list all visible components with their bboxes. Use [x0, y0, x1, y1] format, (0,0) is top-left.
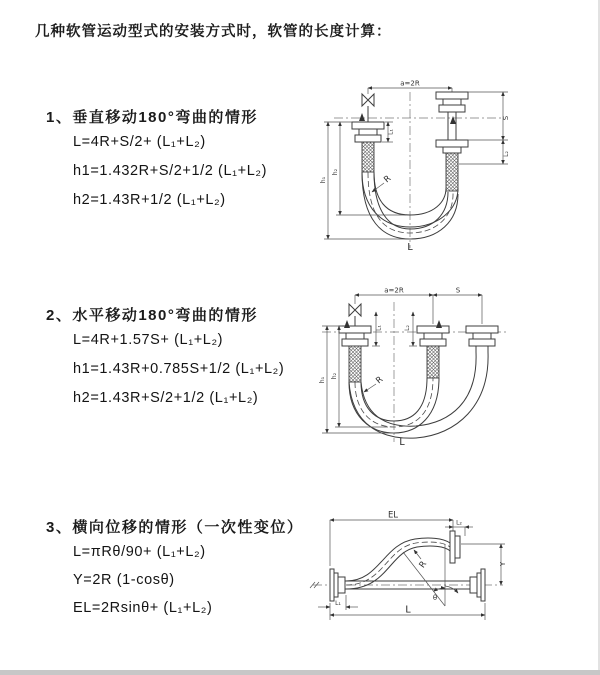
section-2-formula-h2: h2=1.43R+S/2+1/2 (L₁+L₂) [73, 390, 259, 406]
dimension-span [355, 295, 482, 324]
hose-u-bend-moved [349, 352, 488, 438]
up-arrow-icon [436, 320, 442, 328]
section-3-formula-Y: Y=2R (1-cosθ) [73, 572, 175, 588]
radius-leader [372, 183, 384, 192]
middle-fitting [417, 326, 449, 378]
up-arrow-icon [450, 116, 456, 124]
scan-edge-bottom [0, 670, 600, 675]
dimension-l2 [445, 527, 473, 536]
left-fitting [339, 326, 371, 382]
dim-label-length: L [405, 604, 411, 616]
up-arrow-icon [344, 320, 350, 328]
dim-label-l1: L₁ [335, 600, 341, 607]
dimension-el [330, 520, 453, 566]
dim-label-l2: L₂ [503, 151, 510, 157]
section-1-heading: 1、垂直移动180°弯曲的情形 [46, 109, 258, 126]
dim-label-radius: R [417, 559, 430, 571]
dim-label-radius: R [382, 173, 394, 186]
dim-label-l2: L₂ [456, 519, 462, 527]
diagram-lateral-displacement [305, 508, 590, 638]
dim-label-span: a=2R [400, 79, 420, 88]
dim-label-h2: h₂ [331, 372, 338, 380]
braided-hose-section [427, 346, 439, 378]
right-fitting [466, 326, 498, 352]
section-3-formula-L: L=πRθ/90+ (L₁+L₂) [73, 544, 206, 560]
dim-label-y: Y [499, 561, 507, 567]
braided-hose-section [349, 346, 361, 382]
valve-icon [349, 304, 361, 316]
dim-label-h1: h₁ [319, 376, 326, 384]
dimension-s [459, 92, 508, 164]
hose-centerline [368, 172, 453, 233]
section-3-heading: 3、横向位移的情形（一次性变位） [46, 519, 304, 536]
hose-centerline [346, 542, 450, 585]
dim-label-length: L [407, 242, 413, 253]
dim-label-s: S [455, 286, 461, 295]
section-3-formula-EL: EL=2Rsinθ+ (L₁+L₂) [73, 600, 213, 616]
dim-label-el: EL [387, 510, 399, 521]
left-fitting [352, 122, 384, 172]
displaced-fitting [450, 531, 460, 563]
up-arrow-icon [359, 113, 365, 121]
dim-label-theta: θ [432, 594, 438, 602]
braided-hose-section [362, 142, 374, 172]
dim-label-l1: L₁ [387, 129, 395, 135]
braided-hose-section [446, 153, 458, 191]
section-2-formula-h1: h1=1.43R+0.785S+1/2 (L₁+L₂) [73, 361, 285, 377]
left-fitting [330, 569, 345, 601]
radius-leader [364, 384, 376, 392]
dim-label-l1: L₁ [375, 325, 383, 331]
dim-label-length: L [399, 437, 405, 448]
right-fitting [470, 569, 485, 601]
section-2-formula-L: L=4R+1.57S+ (L₁+L₂) [73, 332, 224, 348]
valve-icon [362, 94, 374, 106]
dim-label-radius: R [374, 374, 386, 387]
section-2-heading: 2、水平移动180°弯曲的情形 [46, 307, 258, 324]
page-title: 几种软管运动型式的安装方式时，软管的长度计算： [35, 24, 392, 40]
diagram-vertical-180-bend [318, 80, 590, 252]
section-1-formula-L: L=4R+S/2+ (L₁+L₂) [73, 134, 206, 150]
right-fitting [436, 92, 468, 191]
dim-label-span: a=2R [384, 286, 404, 295]
dim-label-h2: h₂ [332, 168, 339, 176]
dim-label-h1: h₁ [320, 176, 327, 184]
radius-leader [414, 550, 421, 559]
section-1-formula-h1: h1=1.432R+S/2+1/2 (L₁+L₂) [73, 163, 268, 179]
dim-label-l2: L₂ [404, 325, 411, 331]
diagram-horizontal-180-bend [318, 282, 590, 447]
section-1-formula-h2: h2=1.43R+1/2 (L₁+L₂) [73, 192, 226, 208]
dim-label-s: S [502, 115, 510, 121]
